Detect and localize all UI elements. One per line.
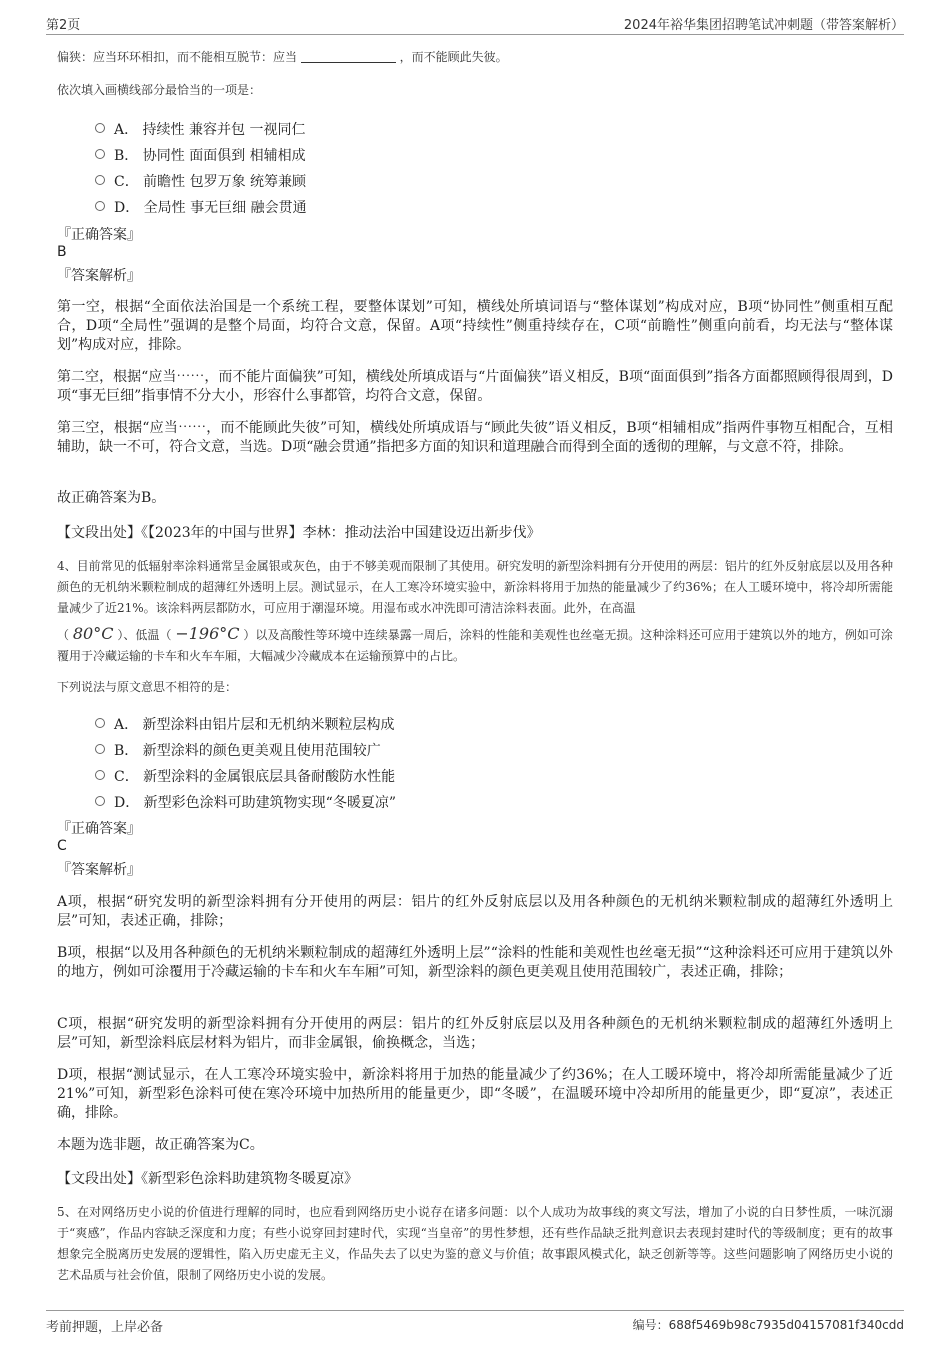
option-label: B． 协同性 面面俱到 相辅相成 — [114, 148, 306, 164]
q4-prompt: 下列说法与原文意思不相符的是： — [57, 680, 238, 694]
q3-stem — [57, 47, 508, 68]
paren-open: （ — [57, 628, 70, 642]
q3-answer: B — [57, 244, 67, 260]
q4-option-d[interactable] — [95, 792, 396, 812]
q4-option-a[interactable] — [95, 714, 395, 734]
footer-slogan: 考前押题，上岸必备 — [46, 1320, 164, 1335]
temp-low: −196°C — [175, 624, 240, 643]
q3-option-c[interactable] — [95, 171, 306, 191]
q4-stem-1: 4、目前常见的低辐射率涂料通常呈金属银或灰色，由于不够美观而限制了其使用。研究发明的新型涂料拥有分开使用的两层：铝片的红外反射底层以及用各种颜色的无机纳米颗粒制成的超薄红外透明上层。测试显示，在人工寒冷环境实验中，新涂料将用于加热的能量减少了约36%；在人工暖环境中，将冷却所需能量减少了近21%。该涂料两层都防水，可应用于潮湿环境。用湿布或水冲洗即可清洁涂料表面。此外，在高温 — [57, 559, 893, 615]
q4-analysis-c: C项，根据“研究发明的新型涂料拥有分开使用的两层：铝片的红外反射底层以及用各种颜色的无机纳米颗粒制成的超薄红外透明上层”可知，新型涂料底层材料为铝片，而非金属银，偷换概念，当选； — [57, 1016, 893, 1051]
temp-high: 80°C — [72, 624, 114, 643]
q3-answer-label: 『正确答案』 — [57, 227, 141, 243]
radio-icon[interactable] — [95, 718, 105, 728]
radio-icon[interactable] — [95, 201, 105, 211]
q3-option-a[interactable] — [95, 119, 305, 139]
q4-stem-2: ）以及高酸性等环境中连续暴露一周后，涂料的性能和美观性也丝毫无损。这种涂料还可应用于建筑以外的地方，例如可涂覆用于冷藏运输的卡车和火车车厢，大幅减少冷藏成本在运输预算中的占比。 — [57, 628, 893, 663]
q3-option-d[interactable] — [95, 197, 307, 217]
radio-icon[interactable] — [95, 123, 105, 133]
option-label: A． 新型涂料由铝片层和无机纳米颗粒层构成 — [114, 717, 395, 733]
q3-prompt: 依次填入画横线部分最恰当的一项是： — [57, 83, 262, 97]
q3-analysis-1: 第一空，根据“全面依法治国是一个系统工程，要整体谋划”可知，横线处所填词语与“整体谋划”构成对应，B项“协同性”侧重相互配合，D项“全局性”强调的是整个局面，均符合文意，保留。A项“持续性”侧重持续存在，C项“前瞻性”侧重向前看，均无法与“整体谋划”构成对应，排除。 — [57, 299, 893, 353]
blank-line — [301, 50, 396, 63]
q4-conclusion: 本题为选非题，故正确答案为C。 — [57, 1137, 264, 1153]
option-label: D． 新型彩色涂料可助建筑物实现“冬暖夏凉” — [114, 795, 396, 811]
q4-answer: C — [57, 838, 67, 854]
page-header — [46, 12, 904, 35]
q3-analysis-3: 第三空，根据“应当⋯⋯，而不能顾此失彼”可知，横线处所填成语与“顾此失彼”语义相反，B项“相辅相成”指两件事物互相配合，互相辅助，缺一不可，符合文意，当选。D项“融会贯通”指把多方面的知识和道理融合而得到全面的透彻的理解，与文意不符，排除。 — [57, 420, 893, 455]
page-number: 第2页 — [46, 18, 81, 33]
q3-analysis-4: 故正确答案为B。 — [57, 490, 166, 506]
q4-analysis-a: A项，根据“研究发明的新型涂料拥有分开使用的两层：铝片的红外反射底层以及用各种颜色的无机纳米颗粒制成的超薄红外透明上层”可知，表述正确，排除； — [57, 894, 893, 929]
q3-analysis-2: 第二空，根据“应当⋯⋯，而不能片面偏狭”可知，横线处所填成语与“片面偏狭”语义相反，B项“面面俱到”指各方面都照顾得很周到，D项“事无巨细”指事情不分大小，形容什么事都管，均符合文意，保留。 — [57, 369, 893, 404]
q3-option-b[interactable] — [95, 145, 306, 165]
doc-title: 2024年裕华集团招聘笔试冲刺题（带答案解析） — [623, 18, 904, 33]
q4-option-b[interactable] — [95, 740, 381, 760]
q3-stem-b: ，而不能顾此失彼。 — [399, 50, 508, 64]
q4-analysis-d: D项，根据“测试显示，在人工寒冷环境实验中，新涂料将用于加热的能量减少了约36%；在人工暖环境中，将冷却所需能量减少了近21%”可知，新型彩色涂料可使在寒冷环境中加热所用的能量更少，即“冬暖”，在温暖环境中冷却所用的能量更少，即“夏凉”，表述正确，排除。 — [57, 1067, 893, 1121]
option-label: C． 新型涂料的金属银底层具备耐酸防水性能 — [114, 769, 396, 785]
q5-stem: 5、在对网络历史小说的价值进行理解的同时，也应看到网络历史小说存在诸多问题：以个人成功为故事线的爽文写法，增加了小说的白日梦性质，一味沉溺于“爽感”，作品内容缺乏深度和力度；有些小说穿回封建时代，实现“当皇帝”的男性梦想，还有些作品缺乏批判意识去表现封建时代的等级制度；更有的故事想象完全脱离历史发展的逻辑性，陷入历史虚无主义，作品失去了以史为鉴的意义与价值；故事跟风模式化，缺乏创新等等。这些问题影响了网络历史小说的艺术品质与社会价值，限制了网络历史小说的发展。 — [57, 1205, 893, 1282]
q4-analysis-label: 『答案解析』 — [57, 862, 141, 878]
radio-icon[interactable] — [95, 149, 105, 159]
q3-stem-a: 偏狭：应当环环相扣，而不能相互脱节：应当 — [57, 50, 298, 64]
q4-answer-label: 『正确答案』 — [57, 821, 141, 837]
q3-source: 【文段出处】《【2023年的中国与世界】李林：推动法治中国建设迈出新步伐》 — [57, 525, 541, 541]
option-label: B． 新型涂料的颜色更美观且使用范围较广 — [114, 743, 381, 759]
option-label: A． 持续性 兼容并包 一视同仁 — [114, 122, 306, 138]
paren-mid: ）、低温（ — [117, 628, 172, 642]
radio-icon[interactable] — [95, 796, 105, 806]
q4-analysis-b: B项，根据“以及用各种颜色的无机纳米颗粒制成的超薄红外透明上层”“涂料的性能和美观性也丝毫无损”“这种涂料还可应用于建筑以外的地方，例如可涂覆用于冷藏运输的卡车和火车车厢”可知，新型涂料的颜色更美观且使用范围较广，表述正确，排除； — [57, 945, 893, 980]
footer-id: 编号：688f5469b98c7935d04157081f340cdd — [632, 1318, 904, 1332]
radio-icon[interactable] — [95, 744, 105, 754]
q4-source: 【文段出处】《新型彩色涂料助建筑物冬暖夏凉》 — [57, 1171, 358, 1187]
option-label: C． 前瞻性 包罗万象 统筹兼顾 — [114, 174, 307, 190]
option-label: D． 全局性 事无巨细 融会贯通 — [114, 200, 307, 216]
radio-icon[interactable] — [95, 770, 105, 780]
page-footer — [46, 1310, 904, 1335]
q3-analysis-label: 『答案解析』 — [57, 268, 141, 284]
radio-icon[interactable] — [95, 175, 105, 185]
q4-option-c[interactable] — [95, 766, 395, 786]
q4-stem — [57, 556, 893, 667]
